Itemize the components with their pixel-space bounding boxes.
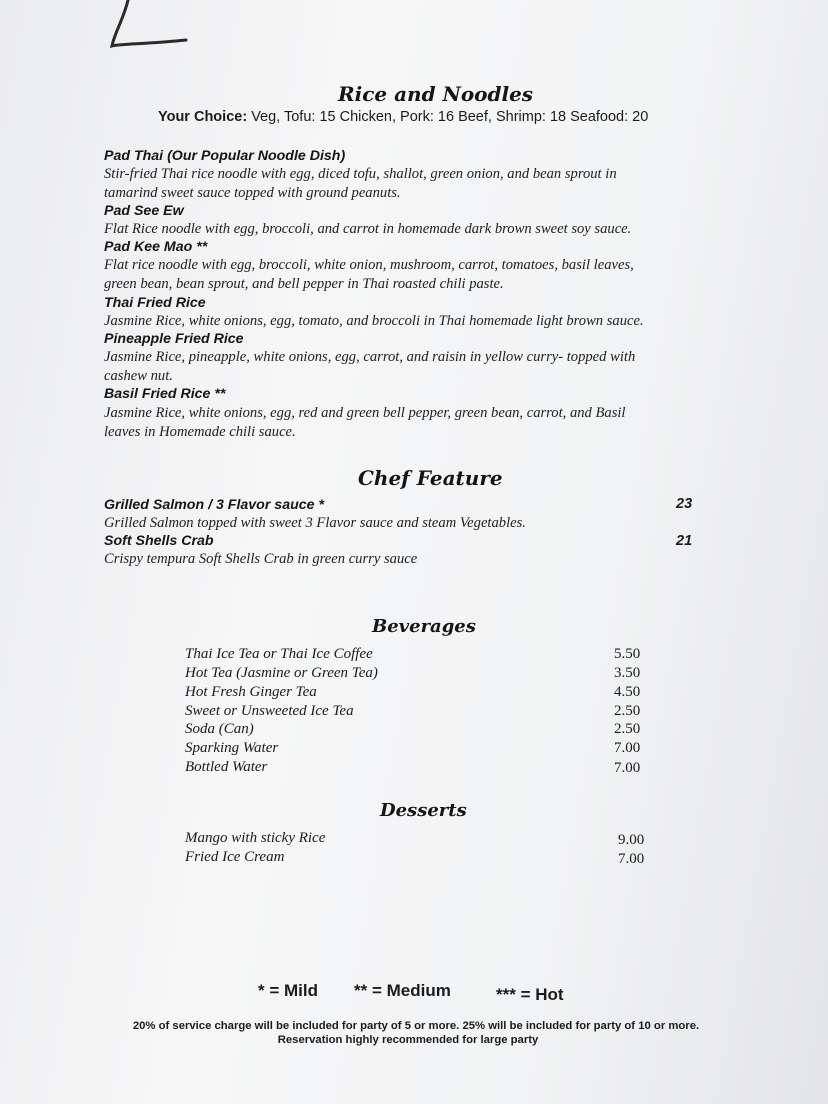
menu-item-desc: Stir-fried Thai rice noodle with egg, diced tofu, shallot, green onion, and bean sprout in [104, 166, 617, 182]
beverage-price: 2.50 [614, 721, 641, 737]
menu-item-desc: Grilled Salmon topped with sweet 3 Flavor sauce and steam Vegetables. [104, 515, 526, 531]
beverage-name: Sweet or Unsweeted Ice Tea [185, 703, 354, 719]
legend-medium: ** = Medium [354, 981, 451, 1000]
rice-noodles-title: Rice and Noodles [338, 82, 534, 106]
menu-item-name: Pad Kee Mao ** [104, 239, 208, 255]
menu-item-name: Thai Fried Rice [104, 295, 206, 311]
menu-item-name: Basil Fried Rice ** [104, 386, 226, 402]
menu-item-desc: Crispy tempura Soft Shells Crab in green curry sauce [104, 551, 418, 567]
service-charge-note: 20% of service charge will be included for party of 5 or more. 25% will be included for party of 10 or more. [132, 1020, 700, 1032]
menu-item-name: Grilled Salmon / 3 Flavor sauce * [104, 497, 324, 513]
menu-item-desc: tamarind sweet sauce topped with ground peanuts. [104, 185, 401, 201]
menu-item-desc: green bean, bean sprout, and bell pepper in Thai roasted chili paste. [104, 276, 504, 292]
beverage-price: 7.00 [614, 760, 641, 776]
choice-text: Veg, Tofu: 15 Chicken, Pork: 16 Beef, Shrimp: 18 Seafood: 20 [251, 109, 649, 125]
beverage-name: Soda (Can) [185, 721, 254, 737]
beverage-price: 7.00 [614, 740, 641, 756]
beverage-price: 2.50 [614, 703, 641, 719]
desserts-title: Desserts [380, 800, 467, 821]
beverages-title: Beverages [372, 616, 476, 637]
price-choice [158, 109, 648, 125]
menu-item-desc: Jasmine Rice, pineapple, white onions, egg, carrot, and raisin in yellow curry- topped with [104, 349, 636, 365]
beverage-price: 4.50 [614, 684, 641, 700]
legend-hot: *** = Hot [496, 985, 564, 1004]
legend-mild: * = Mild [258, 981, 318, 1000]
dessert-name: Fried Ice Cream [185, 849, 285, 865]
menu-item-name: Soft Shells Crab [104, 533, 214, 549]
menu-item-name: Pineapple Fried Rice [104, 331, 244, 347]
dessert-price: 9.00 [618, 832, 645, 848]
reservation-note: Reservation highly recommended for large party [277, 1034, 539, 1046]
menu-item-desc: Flat Rice noodle with egg, broccoli, and carrot in homemade dark brown sweet soy sauce. [104, 221, 632, 237]
beverage-price: 3.50 [614, 665, 641, 681]
menu-item-price: 21 [676, 533, 693, 549]
dessert-name: Mango with sticky Rice [185, 830, 326, 846]
menu-item-name: Pad Thai (Our Popular Noodle Dish) [104, 148, 346, 164]
menu-item-name: Pad See Ew [104, 203, 184, 219]
menu-item-price: 23 [676, 496, 693, 512]
beverage-name: Hot Fresh Ginger Tea [185, 684, 317, 700]
beverage-name: Bottled Water [185, 759, 268, 775]
beverage-name: Hot Tea (Jasmine or Green Tea) [185, 665, 378, 681]
beverage-name: Sparking Water [185, 740, 279, 756]
handwritten-mark [108, 0, 188, 60]
menu-item-desc: cashew nut. [104, 368, 173, 384]
menu-item-desc: leaves in Homemade chili sauce. [104, 424, 296, 440]
menu-item-desc: Jasmine Rice, white onions, egg, tomato, and broccoli in Thai homemade light brown sauce. [104, 313, 644, 329]
choice-label: Your Choice: [158, 109, 248, 125]
dessert-price: 7.00 [618, 851, 645, 867]
menu-item-desc: Flat rice noodle with egg, broccoli, white onion, mushroom, carrot, tomatoes, basil leaves, [104, 257, 634, 273]
menu-item-desc: Jasmine Rice, white onions, egg, red and green bell pepper, green bean, carrot, and Basil [104, 405, 626, 421]
chef-feature-title: Chef Feature [358, 466, 503, 490]
beverage-price: 5.50 [614, 646, 641, 662]
beverage-name: Thai Ice Tea or Thai Ice Coffee [185, 646, 373, 662]
